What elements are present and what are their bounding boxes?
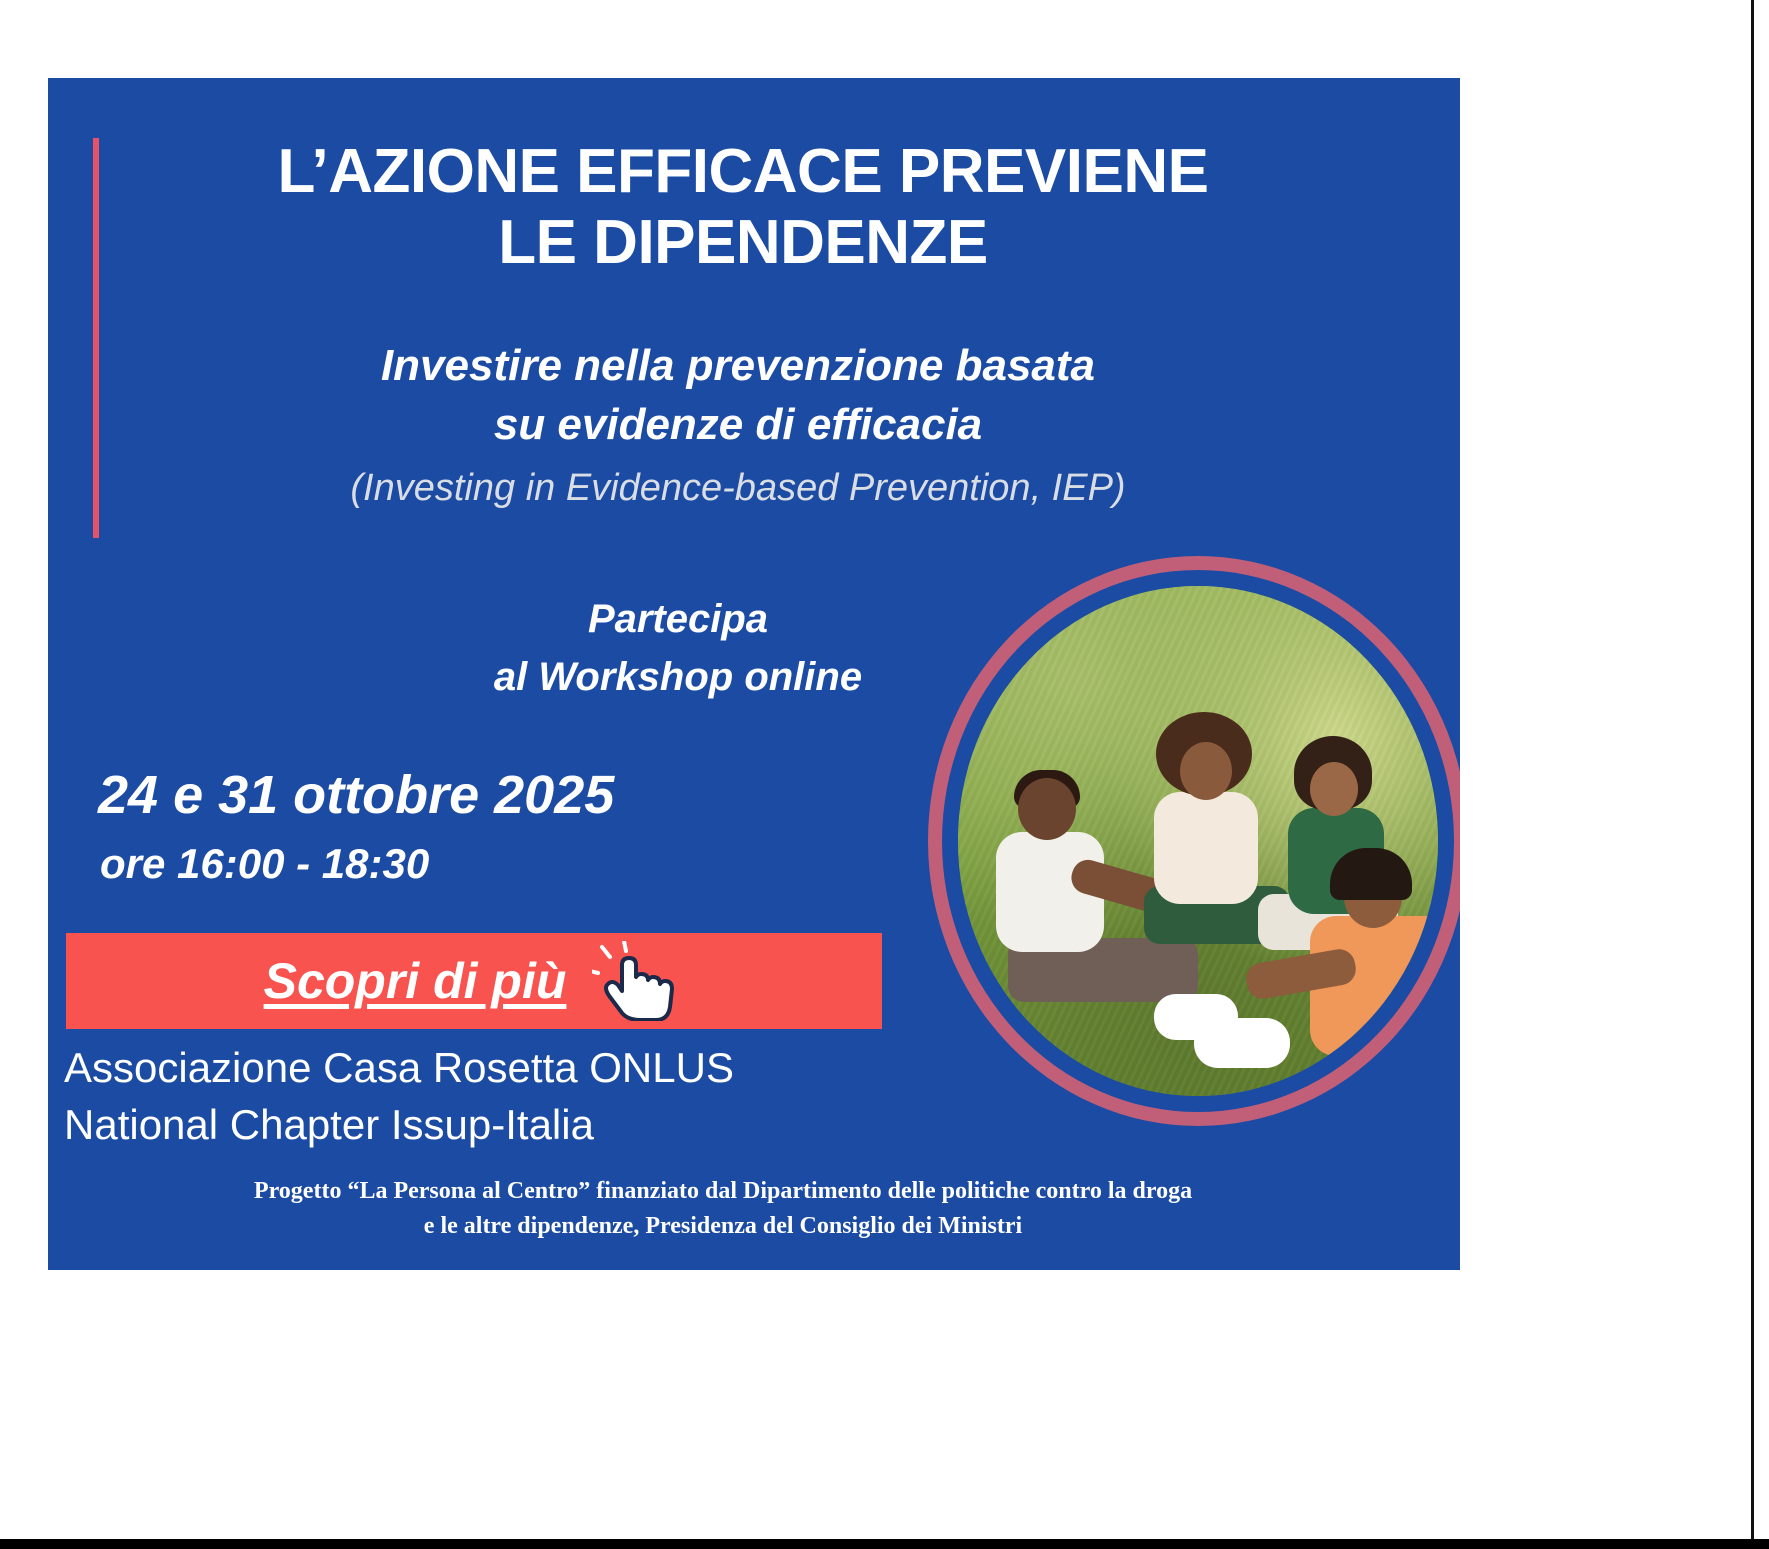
organization-line-2: National Chapter Issup-Italia [64, 1100, 594, 1148]
subtitle-line-2: su evidenze di efficacia [493, 400, 983, 450]
person-3-head [1310, 762, 1358, 816]
participate-line-1: Partecipa [587, 597, 769, 641]
discover-more-button[interactable] [66, 933, 882, 1029]
footnote-line-2: e le altre dipendenze, Presidenza del Consiglio dei Ministri [423, 1212, 1023, 1239]
footnote-line-1: Progetto “La Persona al Centro” finanziato dal Dipartimento delle politiche contro la droga [253, 1178, 1193, 1204]
headline-line-1: L’AZIONE EFFICACE PREVIENE [277, 137, 1209, 206]
right-gutter [1751, 0, 1769, 1549]
accent-line [93, 138, 99, 538]
photo-ring [928, 556, 1460, 1126]
bottom-edge [0, 1539, 1769, 1549]
discover-more-label: Scopri di più [263, 953, 567, 1009]
person-2-head [1180, 742, 1232, 800]
subtitle [198, 336, 1278, 455]
click-hand-icon [592, 941, 684, 1021]
event-times: ore 16:00 - 18:30 [100, 840, 430, 887]
event-poster [48, 78, 1460, 1270]
event-dates: 24 e 31 ottobre 2025 [98, 765, 615, 825]
participate-text [378, 590, 978, 706]
subtitle-line-1: Investire nella prevenzione basata [380, 341, 1096, 390]
organization-line-1: Associazione Casa Rosetta ONLUS [64, 1044, 734, 1091]
photo-image [958, 586, 1438, 1096]
person-4-shoes [1194, 1018, 1290, 1068]
photo [928, 556, 1460, 1126]
person-2-torso [1154, 792, 1258, 904]
organization [64, 1040, 734, 1153]
headline-line-2: LE DIPENDENZE [498, 208, 988, 278]
page-title [168, 136, 1318, 279]
english-subtitle: (Investing in Evidence-based Prevention, IEP) [350, 467, 1126, 509]
person-1-head [1018, 778, 1076, 840]
participate-line-2: al Workshop online [493, 655, 863, 699]
funding-footnote [158, 1174, 1288, 1244]
